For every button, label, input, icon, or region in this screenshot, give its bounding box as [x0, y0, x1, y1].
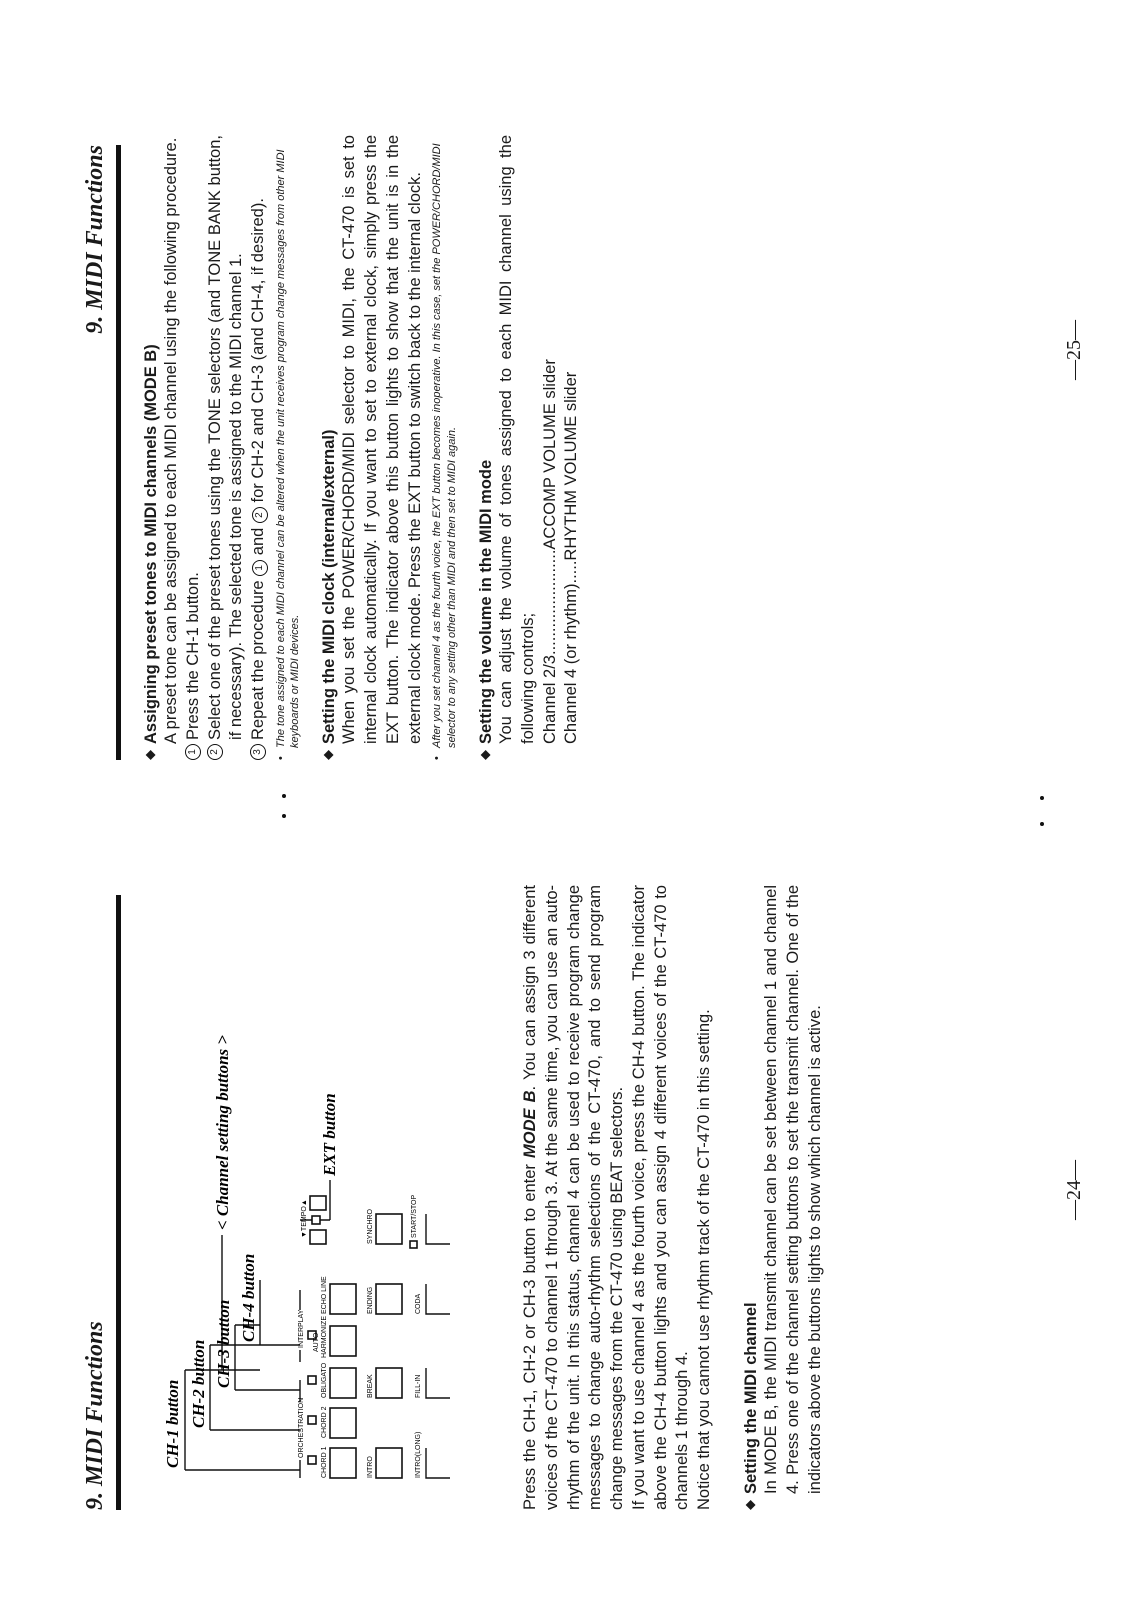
midi-volume-title-text: Setting the volume in the MIDI mode [477, 459, 496, 744]
step-3-text-b: and [249, 523, 268, 560]
ch4-button-label: CH-4 button [239, 1253, 258, 1342]
coda-label: CODA [415, 1293, 422, 1314]
ending-button[interactable] [376, 1284, 402, 1314]
auto-harmonize-button[interactable] [330, 1326, 356, 1356]
step-1-text: Press the CH-1 button. [183, 572, 202, 740]
step-number-badge: 2 [207, 744, 223, 760]
setting-midi-channel-title-text: Setting the MIDI channel [742, 1302, 760, 1494]
step-2-text: Select one of the preset tones using the TONE selectors (and TONE BANK button, if necessary). The selected tone is assigned to the MIDI channel 1. [205, 135, 246, 740]
step-ref-badge: 1 [252, 560, 268, 576]
chord1-button[interactable] [330, 1448, 356, 1478]
midi-clock-title [320, 135, 339, 760]
start-stop-indicator [410, 1241, 417, 1248]
ch1-indicator [308, 1456, 316, 1464]
chord1-label: CHORD 1 [321, 1446, 328, 1478]
ch3-indicator [308, 1376, 316, 1384]
channel-setting-buttons-label: < Channel setting buttons > [213, 1034, 232, 1230]
diamond-bullet-icon: ◆ [320, 750, 336, 760]
assigning-preset-tones-section [142, 135, 302, 760]
break-button[interactable] [376, 1368, 402, 1398]
start-stop-button[interactable] [426, 1214, 450, 1244]
diamond-bullet-icon: ◆ [477, 750, 493, 760]
right-page-number: —25— [1063, 320, 1085, 380]
right-page-header: 9. MIDI Functions [80, 145, 121, 760]
mode-b-paragraph [520, 885, 629, 1510]
step-2 [205, 135, 249, 760]
assigning-preset-tones-title [142, 135, 161, 760]
midi-clock-section [320, 135, 459, 760]
ch3-button-label: CH-3 button [214, 1299, 233, 1388]
intro-label: INTRO [367, 1456, 374, 1478]
echo-line-label: ECHO LINE [321, 1276, 328, 1314]
fourth-voice-paragraph: If you want to use channel 4 as the fourth voice, press the CH-4 button. The indicator above the CH-4 button lights and you can assign 4 different voices of the CT-470 to channels 1 through 4. [629, 885, 692, 1510]
step-3 [248, 135, 270, 760]
chord2-label: CHORD 2 [321, 1406, 328, 1438]
step-1 [183, 135, 205, 760]
obligato-button[interactable] [330, 1368, 356, 1398]
harmonize-label: HARMONIZE [321, 1316, 328, 1358]
ext-indicator [312, 1216, 320, 1224]
intro-long-button[interactable] [426, 1448, 450, 1478]
start-stop-label: START/STOP [411, 1194, 418, 1238]
ch2-indicator [308, 1416, 316, 1424]
midi-clock-note: • After you set channel 4 as the fourth voice, the EXT button becomes inoperative. In this case, set the POWER/CHORD/MIDI selector to any setting other than MIDI and then set to MIDI again. [430, 135, 459, 760]
panel-diagram-svg [150, 910, 460, 1478]
fill-in-label: FILL-IN [415, 1374, 422, 1398]
step-3-text-a: Repeat the procedure [249, 575, 268, 740]
auto-label: AUTO [313, 1332, 320, 1352]
synchro-label: SYNCHRO [367, 1208, 374, 1244]
coda-button[interactable] [426, 1284, 450, 1314]
rhythm-notice-paragraph: Notice that you cannot use rhythm track of the CT-470 in this setting. [695, 1009, 714, 1510]
midi-clock-title-text: Setting the MIDI clock (internal/external) [320, 429, 339, 744]
chord2-button[interactable] [330, 1408, 356, 1438]
volume-control-line-1: Channel 2/3.......................ACCOMP VOLUME slider [540, 359, 559, 744]
step-3-text-c: for CH-2 and CH-3 (and CH-4, if desired). [249, 198, 268, 508]
mode-b-emphasis: MODE B [521, 1090, 539, 1158]
mode-b-text-2: . You can assign 3 different voices of the CT-470 to channel 1 through 3. At the same time, you can use an auto-rhythm of the unit. In this status, channel 4 can be used to receive program change messages to change auto-rhythm selections of the CT-470, and to send program change messages from the CT-470 using BEAT selectors. [521, 885, 627, 1510]
fill-in-button[interactable] [426, 1368, 450, 1398]
left-page [0, 800, 1136, 1600]
step-number-badge: 3 [250, 744, 266, 760]
mode-b-description [520, 885, 716, 1510]
volume-control-line-2: Channel 4 (or rhythm).....RHYTHM VOLUME slider [562, 371, 581, 744]
scan-dot [1040, 822, 1044, 826]
obligato-label: OBLIGATO [321, 1362, 328, 1398]
midi-volume-text: You can adjust the volume of tones assigned to each MIDI channel using the following controls; [497, 135, 537, 744]
tempo-label: ▼TEMPO▲ [301, 1199, 308, 1238]
intro-long-label: INTRO(LONG) [415, 1431, 422, 1478]
midi-clock-text: When you set the POWER/CHORD/MIDI selector to MIDI, the CT-470 is set to internal clock automatically. If you want to set to external clock, simply press the EXT button. The indicator above this button lights to show that the unit is in the external clock mode. Press the EXT button to switch back to the internal clock. [340, 135, 424, 744]
setting-midi-channel-section [742, 885, 826, 1510]
midi-volume-section [477, 135, 583, 760]
step-number-badge: 1 [185, 744, 201, 760]
echo-line-button[interactable] [330, 1284, 356, 1314]
tempo-up-button[interactable] [310, 1196, 326, 1210]
interplay-label: INTERPLAY [298, 1309, 305, 1348]
left-page-header: 9. MIDI Functions [80, 895, 121, 1510]
orchestration-label: ORCHESTRATION [298, 1397, 305, 1458]
ext-button-label: EXT button [320, 1093, 339, 1176]
setting-midi-channel-title [742, 885, 761, 1510]
midi-volume-title [477, 135, 496, 760]
right-page-content [142, 135, 601, 760]
mode-b-text-1: Press the CH-1, CH-2 or CH-3 button to enter [521, 1157, 539, 1510]
step-ref-badge: 2 [252, 507, 268, 523]
setting-midi-channel-text: In MODE B, the MIDI transmit channel can be set between channel 1 and channel 4. Press one of the channel setting buttons to set the transmit channel. One of the indicators above the buttons lights to show which channel is active. [762, 885, 824, 1494]
diamond-bullet-icon: ◆ [742, 1500, 757, 1510]
intro-button[interactable] [376, 1448, 402, 1478]
scan-dot [282, 814, 286, 818]
tempo-down-button[interactable] [310, 1230, 326, 1244]
assigning-preset-tones-title-text: Assigning preset tones to MIDI channels (MODE B) [142, 344, 160, 744]
break-label: BREAK [367, 1374, 374, 1398]
assigning-intro-text: A preset tone can be assigned to each MIDI channel using the following procedure. [162, 137, 180, 744]
ending-label: ENDING [367, 1286, 374, 1314]
ch1-button-label: CH-1 button [163, 1379, 182, 1468]
synchro-button[interactable] [376, 1214, 402, 1244]
channel-buttons-diagram [150, 910, 460, 1478]
ch2-button-label: CH-2 button [189, 1339, 208, 1428]
assigning-note: • The tone assigned to each MIDI channel can be altered when the unit receives program change messages from other MIDI keyboards or MIDI devices. [274, 135, 303, 760]
left-page-number: —24— [1063, 1160, 1085, 1220]
diamond-bullet-icon: ◆ [142, 750, 157, 760]
